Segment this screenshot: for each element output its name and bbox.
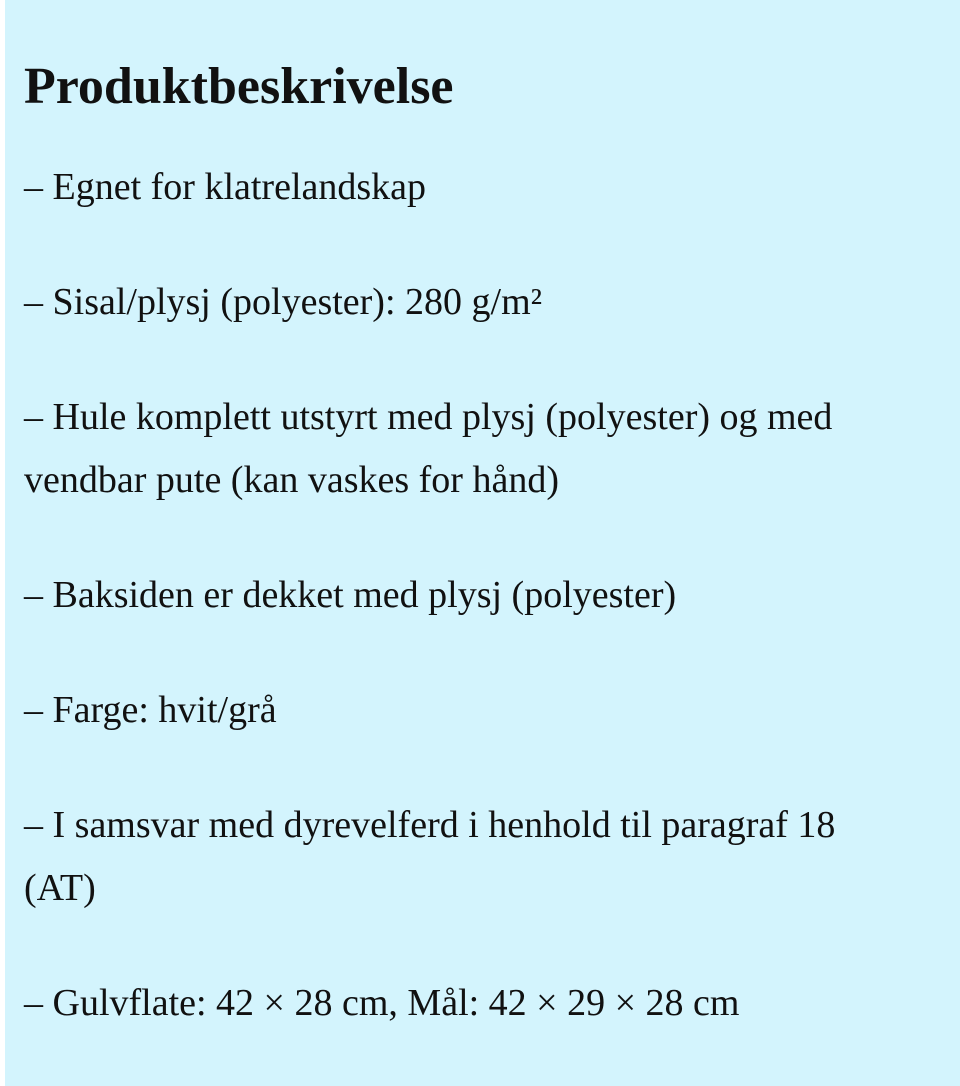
section-title: Produktbeskrivelse — [24, 58, 454, 115]
feature-item: – Baksiden er dekket med plysj (polyester) — [24, 574, 677, 616]
feature-item: – I samsvar med dyrevelferd i henhold til paragraf 18 (AT) — [24, 804, 836, 909]
feature-item: – Sisal/plysj (polyester): 280 g/m² — [24, 281, 543, 323]
feature-item: – Farge: hvit/grå — [24, 689, 277, 731]
feature-item: – Egnet for klatrelandskap — [24, 166, 427, 208]
product-description-panel — [5, 0, 960, 1086]
feature-item: – Gulvflate: 42 × 28 cm, Mål: 42 × 29 × 28 cm — [24, 982, 740, 1024]
feature-item: – Hule komplett utstyrt med plysj (polyester) og med vendbar pute (kan vaskes for hånd) — [24, 396, 833, 501]
